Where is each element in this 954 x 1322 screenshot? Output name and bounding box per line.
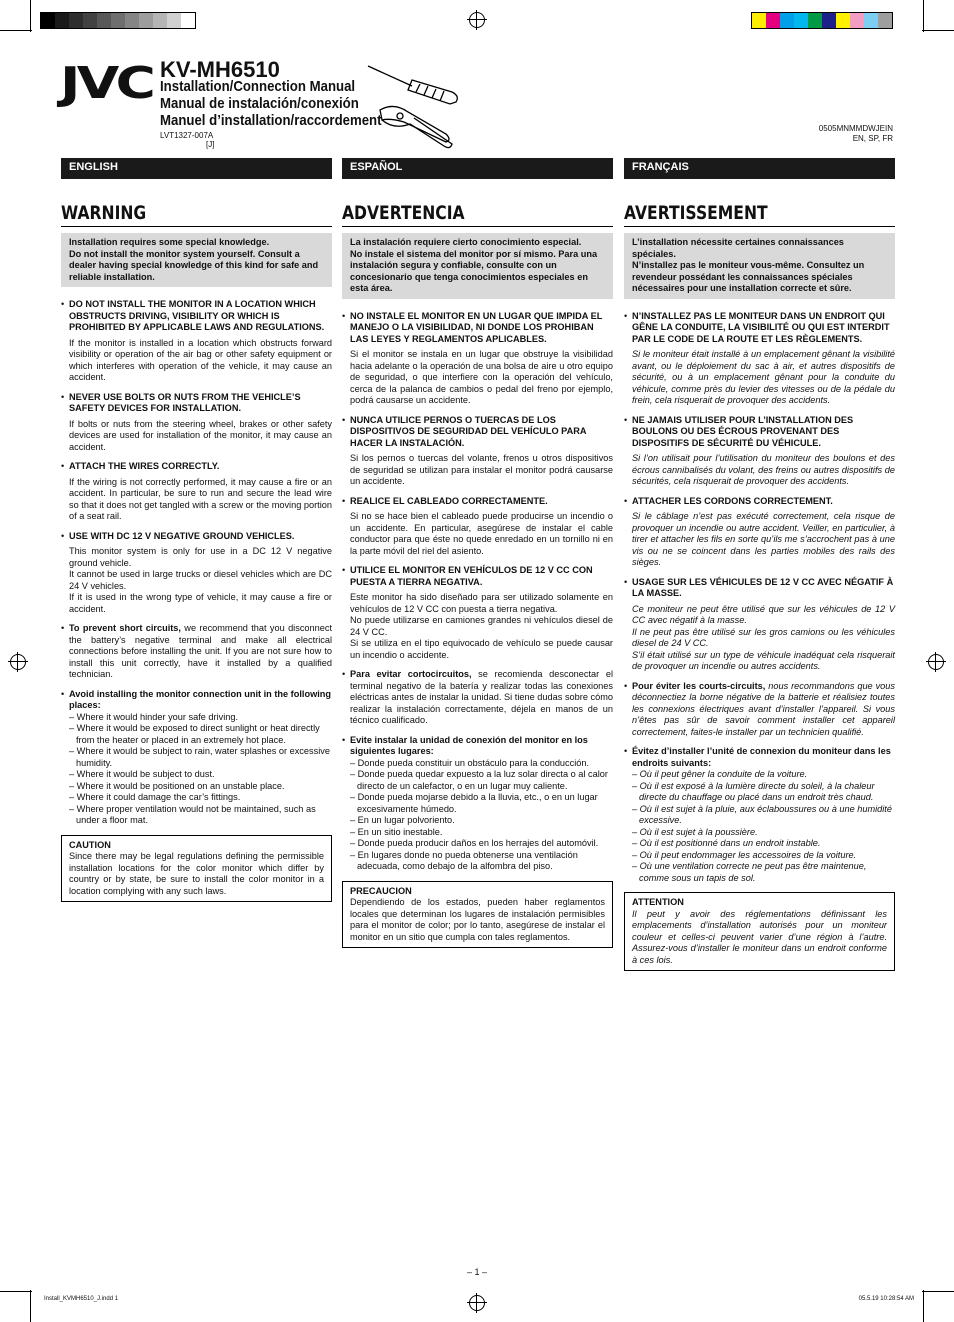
doc-sub-code: [J] (206, 140, 215, 149)
short-circuit-lead: Para evitar cortocircuitos, (350, 669, 472, 679)
warning-item (624, 415, 895, 488)
warning-item (61, 299, 332, 384)
column-francais (624, 158, 895, 971)
gray-swatch (167, 13, 181, 28)
warning-heading: WARNING (61, 202, 147, 224)
gray-swatch (97, 13, 111, 28)
short-circuit-lead: Pour éviter les courts-circuits, (632, 680, 766, 691)
crop-mark (923, 0, 924, 32)
locations-heading: • Evite instalar la unidad de conexión del monitor en los siguientes lugares: (350, 734, 588, 756)
doc-code: LVT1327-007A (160, 131, 214, 140)
location-list-item: – Where it would hinder your safe driving. (69, 711, 239, 722)
warning-item-body: Ce moniteur ne peut être utilisé que sur les véhicules de 12 V CC avec négatif à la masse. Il ne peut pas être utilisé sur les gros camions ou les véhicules diesel de 24 V CC. S’il était utilisé sur un type de véhicule inadéquat cela risquerait de provoquer un incendie ou autres accidents. (632, 603, 895, 671)
warning-box: La instalación requiere cierto conocimiento especial. No instale el sistema del monitor por sí mismo. Para una instalación segura y confiable, consulte con un concesionario que tenga conocimientos especiales en esta área. (342, 233, 613, 299)
warning-item (61, 623, 332, 681)
location-list-item: – Où il peut gêner la conduite de la voiture. (632, 769, 808, 779)
tools-illustration (360, 60, 470, 150)
gray-swatch (55, 13, 69, 28)
location-list-item: – Where it would be exposed to direct sunlight or heat directly from the heater or placed in an extremely hot place. (69, 723, 320, 745)
column-espanol (342, 158, 613, 948)
color-swatch-bar (751, 12, 893, 29)
timestamp: 05.5.19 10:28:54 AM (858, 1296, 914, 1302)
warning-item (61, 392, 332, 454)
location-list-item: – Où il est sujet à la pluie, aux éclaboussures ou à une humidité excessive. (632, 803, 892, 825)
short-circuit-text: se recomienda desconectar el terminal negativo de la batería y realizar todas las conexiones eléctricas antes de instalar la unidad. Si tiene dudas sobre cómo realizar la instalación correctamente, déjela en manos de un técnico cualificado. (350, 669, 613, 725)
heading-rule (624, 226, 895, 227)
warning-box: Installation requires some special knowledge. Do not install the monitor system yourself. Consult a dealer having special knowledge of this kind for safe and reliable installation. (61, 233, 332, 287)
heading-rule (342, 226, 613, 227)
warning-item (624, 311, 895, 407)
warning-item-heading: • NEVER USE BOLTS OR NUTS FROM THE VEHICLE’S SAFETY DEVICES FOR INSTALLATION. (69, 391, 301, 413)
language-bar: ESPAÑOL (342, 158, 613, 179)
warning-item-body: Si el monitor se instala en un lugar que obstruye la visibilidad hacia adelante o la operación de una bolsa de aire u otro equipo de seguridad, o que interfiere con la operación del vehículo, cerca de la palanca de cambios o pedal del freno por ejemplo, podrá causarse un accidente. (350, 349, 613, 405)
pliers-icon (380, 106, 452, 147)
location-list-item: – Où il est sujet à la poussière. (632, 826, 758, 837)
color-swatch (878, 13, 892, 28)
warning-item-body (69, 623, 332, 681)
caution-title: CAUTION (69, 839, 111, 850)
warning-item-heading: • NUNCA UTILICE PERNOS O TUERCAS DE LOS DISPOSITIVOS DE SEGURIDAD DEL VEHÍCULO PARA HACER LA INSTALACIÓN. (350, 414, 587, 448)
gray-swatch (139, 13, 153, 28)
manual-title-fr: Manuel d’installation/raccordement (160, 112, 382, 129)
caution-body: Il peut y avoir des réglementations définissant les emplacements d’installation autorisés pour un moniteur couleur et celles-ci peuvent varier d’une région à l’autre. Assurez-vous d’installer le moniteur dans un endroit conforme à ces lois. (632, 908, 887, 965)
color-swatch (864, 13, 878, 28)
warning-item-body: If the wiring is not correctly performed, it may cause a fire or an accident. In particular, be sure to run and secure the lead wire so that it does not get tangled with a screw or the moving portion of a seat rail. (69, 476, 332, 521)
short-circuit-text: nous recommandons que vous déconnectiez la borne négative de la batterie et réalisiez toutes les connexions électriques avant d’installer l’appareil. Si vous n’êtes pas sûr de savoir comment installer cet appareil correctement, faites-le installer par un technicien qualifié. (632, 680, 895, 737)
gray-swatch (181, 13, 195, 28)
column-english (61, 158, 332, 902)
location-list-item: – Où une ventilation correcte ne peut pas être maintenue, comme sous un tapis de sol. (632, 861, 867, 883)
warning-item (61, 461, 332, 523)
warning-heading: ADVERTENCIA (342, 202, 465, 224)
screwdriver-icon (368, 66, 457, 104)
warning-item-body: Si no se hace bien el cableado puede producirse un incendio o un accidente. En particular, asegúrese de instalar el cable conductor para que éste no quede enredado en un tornillo ni en la parte móvil del riel del asiento. (350, 511, 613, 556)
caution-box (61, 835, 332, 903)
short-circuit-lead: To prevent short circuits, (69, 623, 181, 633)
warning-item (624, 496, 895, 569)
warning-item (342, 735, 613, 873)
color-swatch (836, 13, 850, 28)
color-swatch (850, 13, 864, 28)
warning-item-heading: • USE WITH DC 12 V NEGATIVE GROUND VEHICLES. (69, 530, 295, 541)
warning-item-heading: • NE JAMAIS UTILISER POUR L’INSTALLATION DES BOULONS OU DES ÉCROUS PROVENANT DES DISPOSITIFS DE SÉCURITÉ DU VÉHICULE. (632, 414, 854, 448)
print-code: 0505MNMMDWJEIN (818, 124, 893, 133)
locations-list (69, 712, 332, 827)
location-list-item: – Donde pueda producir daños en los herrajes del automóvil. (350, 838, 599, 848)
gray-swatch (69, 13, 83, 28)
registration-mark-icon (928, 654, 944, 670)
registration-mark-icon (469, 12, 485, 28)
warning-item (342, 415, 613, 488)
crop-mark (923, 1290, 924, 1322)
color-swatch (808, 13, 822, 28)
crop-mark (922, 30, 954, 31)
location-list-item: – Where it would be subject to rain, water splashes or excessive humidity. (69, 746, 330, 768)
warning-item-heading: • DO NOT INSTALL THE MONITOR IN A LOCATION WHICH OBSTRUCTS DRIVING, VISIBILITY OR WHICH IS PROHIBITED BY APPLICABLE LAWS AND REGULATIONS. (69, 299, 325, 332)
registration-mark-icon (469, 1295, 485, 1311)
color-swatch (780, 13, 794, 28)
location-list-item: – Où il est exposé à la lumière directe du soleil, à la chaleur directe du chauffage ou placé dans un endroit très chaud. (632, 780, 875, 802)
warning-item (342, 565, 613, 661)
location-list-item: – Donde pueda quedar expuesto a la luz solar directa o al calor directo de un calefactor, o en un lugar muy caliente. (350, 769, 608, 791)
warning-item-body: Este monitor ha sido diseñado para ser utilizado solamente en vehículos de 12 V CC con puesta a tierra negativa. No puede utilizarse en camiones grandes ni vehículos diesel de 24 V CC. Si se utiliza en el tipo equivocado de vehículo se puede causar un incendio o accidente. (350, 592, 613, 660)
warning-item (61, 531, 332, 616)
gray-swatch-bar (40, 12, 196, 29)
caution-body: Since there may be legal regulations defining the permissible installation locations for the color monitor which differ by country or by state, be sure to install the color monitor in a location complying with any such laws. (69, 851, 324, 896)
warning-item (624, 746, 895, 884)
language-bar: ENGLISH (61, 158, 332, 179)
crop-mark (30, 0, 31, 32)
location-list-item: – Donde pueda constituir un obstáculo para la conducción. (350, 757, 590, 768)
registration-mark-icon (10, 654, 26, 670)
model-number: KV-MH6510 (160, 57, 280, 82)
file-name: Install_KVMH6510_J.indd 1 (44, 1296, 119, 1302)
location-list-item: – En lugares donde no pueda obtenerse una ventilación adecuada, como debajo de la alfombra del piso. (350, 849, 578, 871)
warning-box: L’installation nécessite certaines connaissances spéciales. N’installez pas le moniteur vous-même. Consultez un revendeur possédant les connaissances spéciales nécessaires pour une installation correcte et sûre. (624, 233, 895, 299)
warning-item-heading: • UTILICE EL MONITOR EN VEHÍCULOS DE 12 V CC CON PUESTA A TIERRA NEGATIVA. (350, 565, 593, 587)
language-bar: FRANÇAIS (624, 158, 895, 179)
gray-swatch (153, 13, 167, 28)
manual-title-es: Manual de instalación/conexión (160, 95, 359, 112)
warning-item-body: If the monitor is installed in a location which obstructs forward visibility or operation of the air bag or other safety equipment or which interferes with operation of the vehicle, it may cause an accident. (69, 337, 332, 382)
warning-item (624, 681, 895, 739)
jvc-logo: JVC (60, 58, 153, 109)
warning-list (61, 299, 332, 827)
warning-item-heading: • ATTACH THE WIRES CORRECTLY. (69, 461, 220, 471)
gray-swatch (111, 13, 125, 28)
location-list-item: – Where proper ventilation would not be maintained, such as under a floor mat. (69, 803, 316, 825)
warning-item-heading: • USAGE SUR LES VÉHICULES DE 12 V CC AVEC NÉGATIF À LA MASSE. (632, 576, 894, 598)
crop-mark (0, 1291, 32, 1292)
color-swatch (822, 13, 836, 28)
caution-box (624, 892, 895, 971)
location-list-item: – En un sitio inestable. (350, 826, 443, 837)
warning-item-body: If bolts or nuts from the steering wheel, brakes or other safety devices are used for installation of the monitor, it may cause an accident. (69, 418, 332, 452)
warning-item-body (350, 669, 613, 727)
warning-item (624, 577, 895, 673)
location-list-item: – Where it would be subject to dust. (69, 769, 215, 779)
locations-heading: • Avoid installing the monitor connection unit in the following places: (69, 688, 331, 710)
location-list-item: – Donde pueda mojarse debido a la lluvia, etc., o en un lugar excesivamente húmedo. (350, 792, 598, 814)
warning-item-body: Si l’on utilisait pour l’utilisation du moniteur des boulons et des écrous cannibalisés du volant, des freins ou autres dispositifs de sécurités, cela risquerait de provoquer des accidents. (632, 453, 895, 486)
language-codes: EN, SP, FR (852, 134, 893, 143)
location-list-item: – Where it could damage the car’s fittings. (69, 792, 241, 802)
warning-item (342, 669, 613, 727)
location-list-item: – En un lugar polvoriento. (350, 815, 455, 825)
warning-item-heading: • NO INSTALE EL MONITOR EN UN LUGAR QUE IMPIDA EL MANEJO O LA VISIBILIDAD, NI DONDE LOS PROHIBAN LAS LEYES Y REGLAMENTOS APLICABLES. (350, 310, 603, 344)
warning-heading: AVERTISSEMENT (624, 202, 768, 224)
caution-title: PRECAUCION (350, 885, 412, 896)
warning-item-body (632, 681, 895, 739)
crop-mark (0, 30, 32, 31)
warning-list (624, 311, 895, 885)
warning-item-body: Si los pernos o tuercas del volante, frenos u otros dispositivos de seguridad se utilizan para instalar el monitor podrá causarse un accidente. (350, 453, 613, 486)
caution-body: Dependiendo de los estados, pueden haber reglamentos locales que determinan los lugares de instalación permisibles para el monitor de color; por lo tanto, asegúrese de instalar el monitor en un sitio que cumpla con tales reglamentos. (350, 897, 605, 942)
heading-rule (61, 226, 332, 227)
caution-title: ATTENTION (632, 897, 684, 907)
warning-item (61, 689, 332, 827)
warning-item-heading: • REALICE EL CABLEADO CORRECTAMENTE. (350, 495, 548, 506)
manual-title-en: Installation/Connection Manual (160, 78, 356, 95)
color-swatch (794, 13, 808, 28)
crop-mark (922, 1291, 954, 1292)
warning-item-body: Si le moniteur était installé à un emplacement gênant la visibilité avant, ou le déploiement du sac à air, et autres dispositifs de sécurité, ou à un emplacement gênant pour la conduite du véhicule, comme près du levier des vitesses ou de la pédale du frein, cela risquerait de provoquer des accidents. (632, 349, 895, 405)
locations-list (632, 769, 895, 884)
warning-item-body: This monitor system is only for use in a DC 12 V negative ground vehicle. It cannot be used in large trucks or diesel vehicles which are DC 24 V vehicles. If it is used in the wrong type of vehicle, it may cause a fire or accident. (69, 546, 332, 614)
caution-box (342, 881, 613, 949)
color-swatch (752, 13, 766, 28)
warning-item-body: Si le câblage n’est pas exécuté correctement, cela risque de provoquer un incendie ou autre accident. Veiller, en particulier, à tirer et attacher les fils en sorte qu’ils me s’accrochent pas à une vis ou ne se coincent dans les parties mobiles des rails des sièges. (632, 511, 895, 567)
color-swatch (766, 13, 780, 28)
gray-swatch (83, 13, 97, 28)
locations-list (350, 758, 613, 873)
locations-heading: • Évitez d’installer l’unité de connexion du moniteur dans les endroits suivants: (632, 746, 891, 768)
warning-item (342, 496, 613, 558)
location-list-item: – Où il peut endommager les accessoires de la voiture. (632, 849, 857, 860)
warning-item-heading: • N’INSTALLEZ PAS LE MONITEUR DANS UN ENDROIT QUI GÊNE LA CONDUITE, LA VISIBILITÉ OU QUI EST INTERDIT PAR LE CODE DE LA ROUTE ET LES RÈGLEMENTS. (632, 310, 890, 344)
location-list-item: – Où il est positionné dans un endroit instable. (632, 838, 821, 848)
gray-swatch (125, 13, 139, 28)
warning-item-heading: • ATTACHER LES CORDONS CORRECTEMENT. (632, 495, 833, 506)
gray-swatch (41, 13, 55, 28)
page-number: – 1 – (466, 1267, 488, 1277)
location-list-item: – Where it would be positioned on an unstable place. (69, 780, 285, 791)
warning-list (342, 311, 613, 873)
warning-item (342, 311, 613, 407)
short-circuit-text: we recommend that you disconnect the battery’s negative terminal and make all electrical connections before installing the unit. If you are not sure how to install this unit correctly, have it installed by a qualified technician. (69, 623, 333, 679)
crop-mark (30, 1290, 31, 1322)
